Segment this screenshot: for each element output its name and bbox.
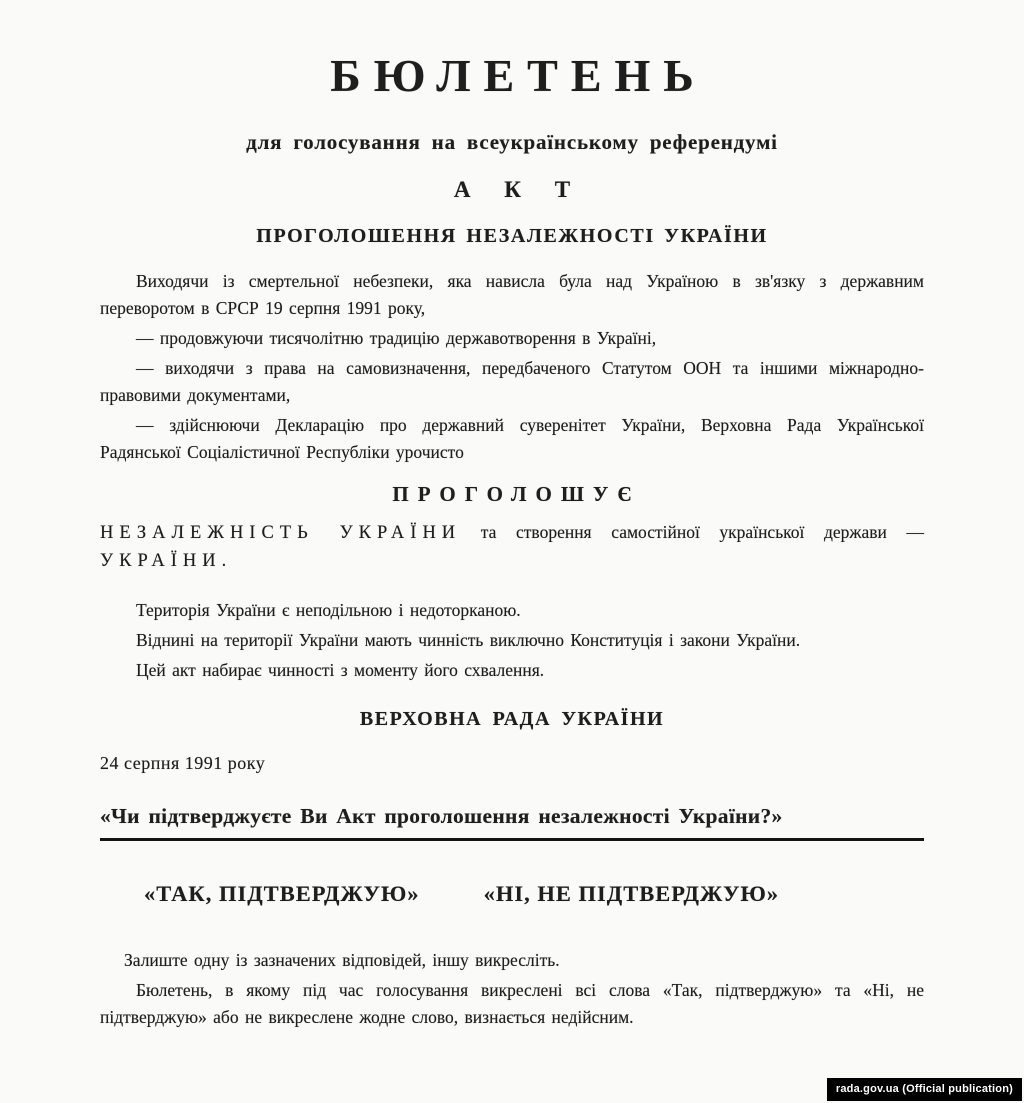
independence-state-text: УКРАЇНИ.: [100, 551, 233, 572]
voting-instructions: [100, 947, 924, 1031]
instruction-paragraph: Залиште одну із зазначених відповідей, іншу викресліть.: [124, 950, 560, 971]
independence-spaced-text: НЕЗАЛЕЖНІСТЬ УКРАЇНИ: [100, 523, 462, 544]
provision-paragraph: Віднині на території України мають чинність виключно Конституція і закони України.: [136, 630, 801, 651]
preamble-paragraph: Виходячи із смертельної небезпеки, яка нависла була над Україною в зв'язку з державним переворотом в СРСР 19 серпня 1991 року,: [100, 271, 924, 319]
source-watermark: rada.gov.ua (Official publication): [827, 1078, 1022, 1101]
act-subheading: ПРОГОЛОШЕННЯ НЕЗАЛЕЖНОСТІ УКРАЇНИ: [256, 225, 768, 248]
provision-paragraph: Територія України є неподільною і недоторканою.: [136, 600, 521, 621]
answer-options: [100, 881, 924, 907]
preamble-paragraph: — виходячи з права на самовизначення, передбаченого Статутом ООН та іншими міжнародно-правовими документами,: [100, 358, 924, 406]
preamble-paragraph: — продовжуючи тисячолітню традицію державотворення в Україні,: [136, 328, 657, 349]
act-heading: А К Т: [453, 177, 585, 203]
ballot-title: БЮЛЕТЕНЬ: [330, 50, 707, 101]
signature-verkhovna-rada: ВЕРХОВНА РАДА УКРАЇНИ: [359, 708, 665, 731]
provision-paragraph: Цей акт набирає чинності з моменту його схвалення.: [136, 660, 545, 681]
ballot-subtitle: для голосування на всеукраїнському референдумі: [246, 130, 778, 155]
referendum-question: «Чи підтверджуєте Ви Акт проголошення незалежності України?»: [100, 804, 924, 841]
answer-no: «НІ, НЕ ПІДТВЕРДЖУЮ»: [483, 881, 780, 907]
preamble-paragraph: — здійснюючи Декларацію про державний суверенітет України, Верховна Рада Української Радянської Соціалістичної Республіки урочисто: [100, 415, 924, 463]
answer-yes: «ТАК, ПІДТВЕРДЖУЮ»: [144, 881, 420, 907]
independence-statement: [100, 519, 924, 575]
act-preamble: [100, 268, 924, 466]
act-provisions: [100, 597, 924, 684]
proclaims-heading: ПРОГОЛОШУЄ: [392, 482, 641, 507]
independence-rest-text: та створення самостійної української держави —: [480, 522, 925, 543]
instruction-paragraph: Бюлетень, в якому під час голосування викреслені всі слова «Так, підтверджую» та «Ні, не підтверджую» або не викреслене жодне слово, визнається недійсним.: [100, 980, 924, 1028]
act-date: 24 серпня 1991 року: [100, 753, 266, 774]
